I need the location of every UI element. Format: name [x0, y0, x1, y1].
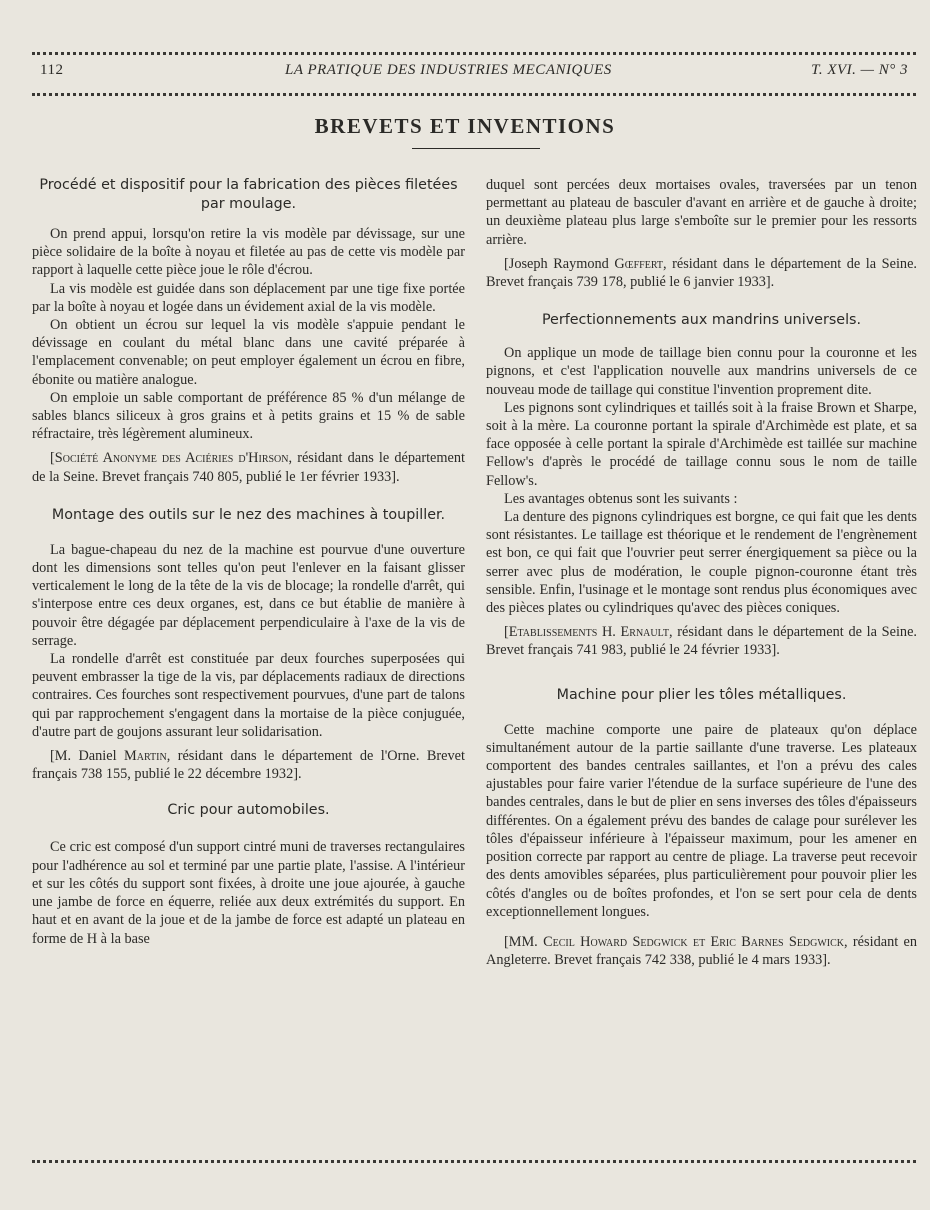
article-paragraph: La denture des pignons cylindriques est borgne, ce qui fait que les dents sont résistantes. Le taillage est théorique et le rendement de l'engrènement est bon, ce qui fait que l'ouvrier peut serrer énergiquement sa pièce ou la serrer avec plus de modération, le couple pignon-couronne étant très sensible. Enfin, l'usinage et le montage sont rendus plus économiques avec des pièces plates ou cylindriques qu'avec des pièces coniques. [486, 509, 917, 617]
title-underline [412, 148, 540, 149]
right-column [486, 176, 917, 969]
article-paragraph: Ce cric est composé d'un support cintré muni de traverses rectangulaires pour l'adhérence au sol et terminé par une partie plate, l'assise. A l'intérieur et sur les côtés du support sont fixées, à droite une joue ajourée, à gauche une jambe de force en équerre, reliée aux deux extrémités du support. En haut et en avant de la joue et de la jambe de force est adapté un plateau en forme de H à la base [32, 839, 465, 947]
article-paragraph: La bague-chapeau du nez de la machine est pourvue d'une ouverture dont les dimensions sont telles qu'on peut l'enlever en la faisant glisser verticalement le long de la tête de la vis de blocage; la rondelle d'arrêt, qui s'interpose entre ces deux organes, est, dans ce but établie de manière à pouvoir être dégagée par déplacement perpendiculaire à l'axe de la vis de serrage. [32, 541, 465, 649]
issue-number: T. XVI. — N° 3 [811, 62, 908, 78]
article-paragraph: On prend appui, lorsqu'on retire la vis modèle par dévissage, sur une pièce solidaire de la boîte à noyau et filetée au pas de cette vis modèle par rapport à laquelle cette pièce joue le rôle d'écrou. [32, 226, 465, 279]
patent-reference: [Joseph Raymond Gœffert, résidant dans le département de la Seine. Brevet français 739 178, publié le 6 janvier 1933]. [486, 255, 917, 291]
patent-reference: [MM. Cecil Howard Sedgwick et Eric Barnes Sedgwick, résidant en Angleterre. Brevet français 742 338, publié le 4 mars 1933]. [486, 933, 917, 969]
article-title: Perfectionnements aux mandrins universels. [541, 312, 862, 329]
top-dotted-rule [32, 52, 916, 55]
article-paragraph: Cette machine comporte une paire de plateaux qu'on déplace simultanément autour de la partie saillante d'une traverse. Les plateaux comportent des bandes centrales saillantes, et l'on a prévu des cales ajustables pour faire varier l'étendue de la surface supérieure de l'une des bandes centrales, dans le but de plier en sens inverses des tôles d'épaisseurs différentes. On a également prévu des bandes de calage pour surélever les tôles d'épaisseur inférieure à l'épaisseur maximum, pour les amener en position correcte par rapport au centre de pliage. La traverse peut recevoir des dents amovibles séparées, plus particulièrement pour pouvoir plier les côtés d'angles ou de boîtes profondes, et l'on se sert pour cela de dents exceptionnellement longues. [486, 721, 917, 920]
article-paragraph: On applique un mode de taillage bien connu pour la couronne et les pignons, et c'est l'application nouvelle aux mandrins universels de ce nouveau mode de taillage qui constitue l'invention proprement dite. [486, 345, 917, 398]
header-dotted-rule [32, 93, 916, 96]
patentee-name: Gœffert [614, 255, 664, 272]
article-paragraph: La vis modèle est guidée dans son déplacement par une tige fixe portée par la boîte à noyau et logée dans un évidement axial de la vis modèle. [32, 280, 465, 315]
bottom-dotted-rule [32, 1160, 916, 1163]
patentee-name: Etablissements H. Ernault [508, 624, 669, 641]
patentee-name: Cecil Howard Sedgwick et Eric Barnes Sedgwick [543, 933, 845, 950]
article-paragraph: On emploie un sable comportant de préférence 85 % d'un mélange de sables blancs siliceux à gros grains et à petits grains et 15 % de sable réfractaire, très légèrement alumineux. [32, 389, 465, 443]
article-title: Procédé et dispositif pour la fabrication des pièces filetées par moulage. [39, 177, 458, 212]
patent-reference: [M. Daniel Martin, résidant dans le département de l'Orne. Brevet français 738 155, publié le 22 décembre 1932]. [32, 748, 465, 783]
patentee-name: Martin [124, 748, 167, 765]
patent-reference: [Société Anonyme des Aciéries d'Hirson, résidant dans le département de la Seine. Brevet français 740 805, publié le 1er février 1933]. [32, 450, 465, 485]
article-paragraph: On obtient un écrou sur lequel la vis modèle s'appuie pendant le dévissage en coulant du métal blanc dans une cavité préparée à l'emplacement convenable; on peut employer également un écrou en fibre, ébonite ou matière analogue. [32, 317, 465, 388]
article-paragraph: Les avantages obtenus sont les suivants : [504, 490, 738, 507]
journal-title: LA PRATIQUE DES INDUSTRIES MECANIQUES [285, 62, 612, 78]
section-title: BREVETS ET INVENTIONS [314, 114, 616, 138]
article-paragraph: Les pignons sont cylindriques et taillés soit à la fraise Brown et Sharpe, soit à la mère. La couronne portant la spirale d'Archimède est plate, et sa face opposée à celle portant la spirale d'Archimède est taillée sur machine Fellow's d'après le procédé de taillage connu sous le nom de taille Fellow's. [486, 399, 917, 489]
article-continuation: duquel sont percées deux mortaises ovales, traversées par un tenon permettant au plateau de basculer d'avant en arrière et de gauche à droite; un deuxième plateau plus large s'emboîte sur le premier pour les ressorts arrière. [486, 177, 917, 248]
patentee-name: Société Anonyme des Aciéries d'Hirson [54, 450, 289, 467]
article-title: Machine pour plier les tôles métalliques. [556, 686, 847, 703]
article-title: Cric pour automobiles. [167, 802, 330, 819]
running-header [40, 62, 908, 82]
patent-reference: [Etablissements H. Ernault, résidant dans le département de la Seine. Brevet français 741 983, publié le 24 février 1933]. [486, 624, 917, 659]
article-title: Montage des outils sur le nez des machines à toupiller. [51, 506, 446, 523]
left-column [32, 176, 465, 948]
page-number: 112 [40, 62, 64, 78]
article-paragraph: La rondelle d'arrêt est constituée par deux fourches superposées qui peuvent embrasser la tige de la vis, par déplacements radiaux de directions contraires. Ces fourches sont respectivement pourvues, d'une part de talons qui par rapprochement s'engagent dans la mortaise de la pièce conjuguée, d'autre part de goujons assurant leur solidarisation. [32, 651, 465, 740]
